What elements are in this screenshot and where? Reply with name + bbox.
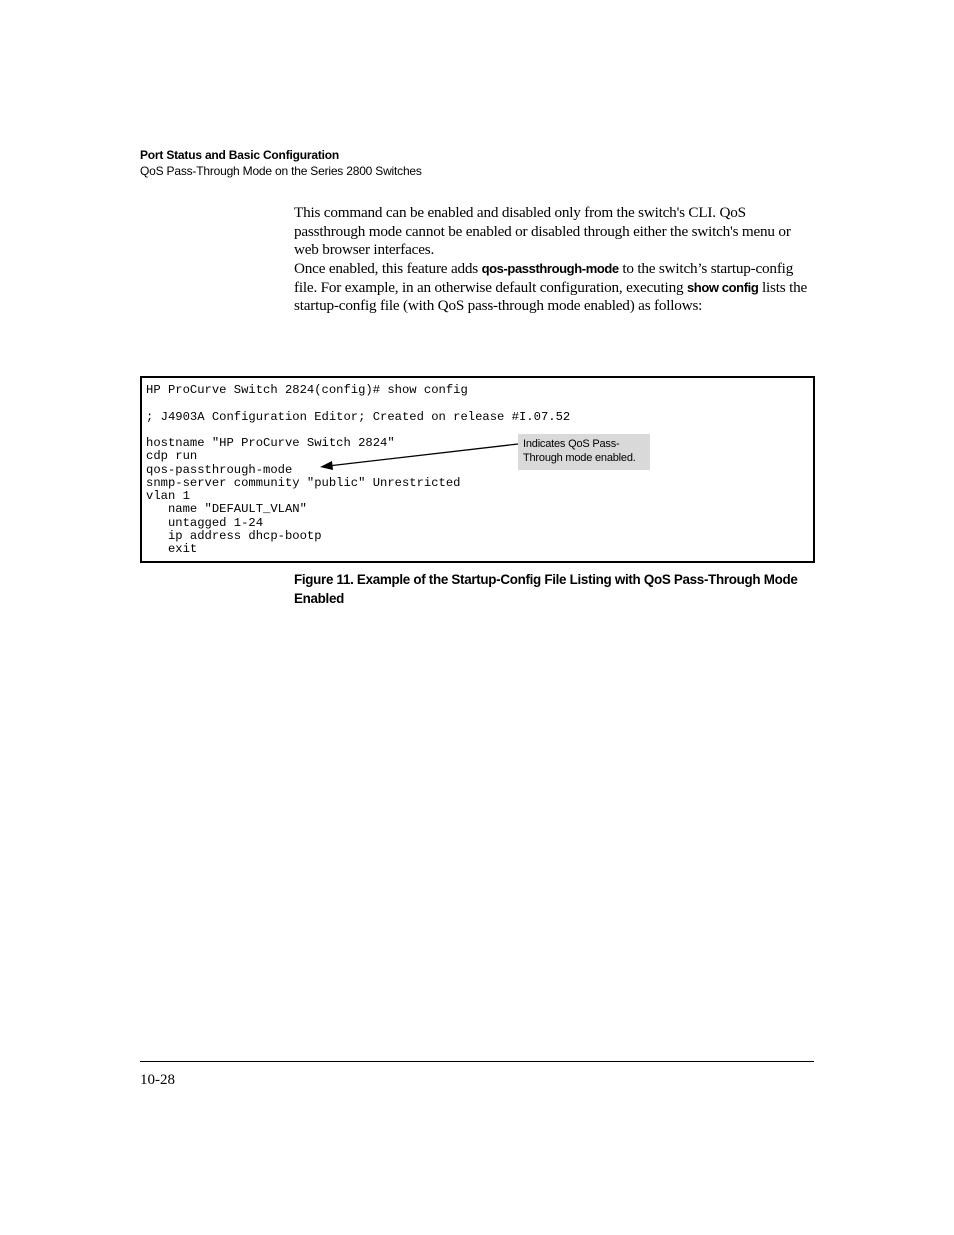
code-line: cdp run (146, 449, 198, 463)
code-line: snmp-server community "public" Unrestricted (146, 476, 461, 490)
code-line: vlan 1 (146, 489, 190, 503)
paragraph-2-text-c: lists the startup-config file (with QoS pass-through mode enabled) as follows: (294, 278, 808, 315)
code-line: exit (146, 542, 198, 556)
code-line: name "DEFAULT_VLAN" (146, 502, 307, 516)
code-line: hostname "HP ProCurve Switch 2824" (146, 436, 395, 450)
running-header-title: Port Status and Basic Configuration (140, 148, 340, 162)
body-paragraph-1: This command can be enabled and disabled only from the switch's CLI. QoS passthrough mode cannot be enabled or disabled through either the switch's menu or web browser interfaces. (294, 204, 791, 259)
code-line: untagged 1-24 (146, 516, 264, 530)
figure-caption: Figure 11. Example of the Startup-Config File Listing with QoS Pass-Through Mode Enabled (294, 572, 798, 606)
code-line: ; J4903A Configuration Editor; Created on release #I.07.52 (146, 410, 571, 424)
command-qos-passthrough-mode: qos-passthrough-mode (481, 261, 619, 276)
code-line: ip address dhcp-bootp (146, 529, 322, 543)
code-line: qos-passthrough-mode (146, 463, 293, 477)
footer-divider (140, 1061, 814, 1062)
paragraph-2-text-a: Once enabled, this feature adds (294, 260, 482, 277)
paragraph-2-text-b: to the switch’s startup-config file. For example, in an otherwise default configuration, executing (294, 260, 794, 296)
code-line: HP ProCurve Switch 2824(config)# show config (146, 383, 468, 397)
body-paragraph-2 (294, 260, 816, 316)
running-header-subtitle: QoS Pass-Through Mode on the Series 2800 Switches (140, 164, 422, 178)
callout-note (518, 434, 650, 470)
callout-arrow-icon (142, 378, 813, 561)
callout-line: Through mode enabled. (523, 452, 636, 464)
cli-figure (140, 376, 815, 563)
callout-line: Indicates QoS Pass- (523, 438, 620, 450)
page-number: 10-28 (140, 1072, 175, 1088)
command-show-config: show config (686, 279, 759, 295)
